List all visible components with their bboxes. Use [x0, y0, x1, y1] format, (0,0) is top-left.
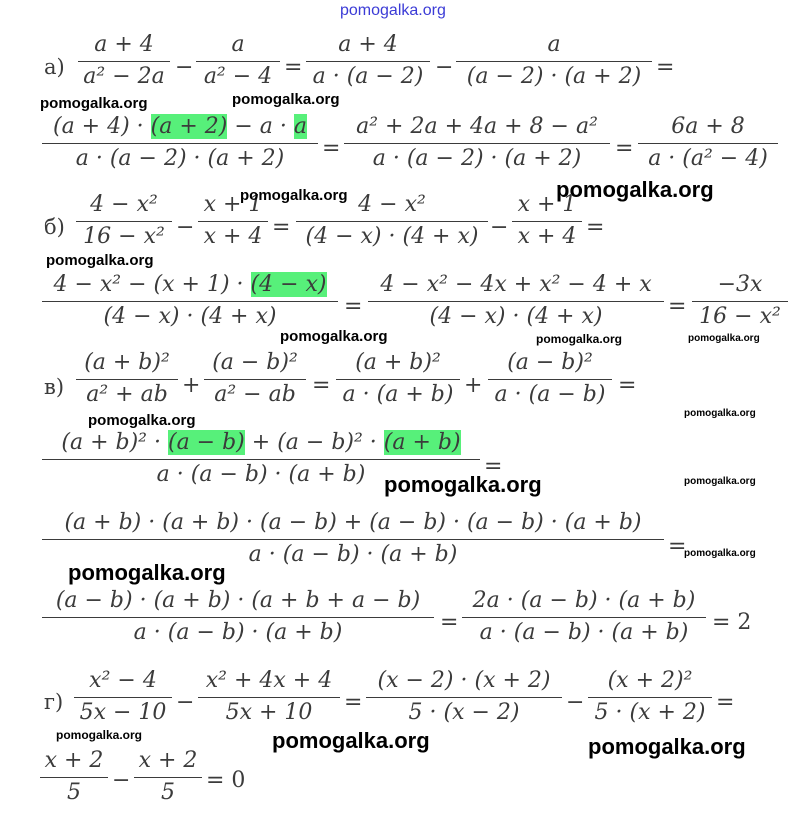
watermark: pomogalka.org — [536, 332, 623, 346]
numerator: a + 4 — [338, 32, 398, 57]
watermark: pomogalka.org — [46, 252, 154, 269]
fraction-a5 — [42, 114, 318, 172]
fraction-bar — [204, 379, 306, 380]
numerator-part: (a + 4) · — [52, 114, 151, 139]
equals-sign: = — [344, 690, 363, 715]
watermark: pomogalka.org — [88, 412, 196, 429]
equals-sign: = — [440, 610, 459, 635]
fraction-b7 — [692, 272, 788, 330]
fraction-bar — [198, 221, 268, 222]
denominator: x + 4 — [517, 224, 577, 250]
denominator: (4 − x) · (4 + x) — [103, 304, 277, 330]
numerator: (x − 2) · (x + 2) — [377, 668, 551, 693]
fraction-a2 — [196, 32, 280, 90]
denominator: 5 — [67, 780, 81, 806]
fraction-bar — [78, 61, 170, 62]
watermark-top: pomogalka.org — [340, 2, 446, 19]
minus-sign: − — [176, 215, 195, 240]
fraction-b5 — [42, 272, 338, 330]
numerator: x + 1 — [517, 192, 577, 217]
numerator-part: (a + b)² · — [61, 430, 168, 455]
fraction-a1 — [78, 32, 170, 90]
fraction-bar — [368, 301, 664, 302]
minus-sign: − — [435, 55, 454, 80]
fraction-g4 — [588, 668, 712, 726]
fraction-a6 — [344, 114, 610, 172]
plus-sign: + — [182, 373, 201, 398]
numerator — [42, 114, 318, 140]
fraction-g3 — [366, 668, 562, 726]
fraction-g1 — [74, 668, 172, 726]
numerator: x² + 4x + 4 — [205, 668, 333, 693]
fraction-bar — [638, 143, 778, 144]
numerator: (a − b)² — [212, 350, 298, 375]
numerator: (x + 2)² — [607, 668, 693, 693]
watermark: pomogalka.org — [684, 476, 756, 487]
fraction-bar — [588, 697, 712, 698]
task-label-v: в) — [44, 375, 65, 399]
result: = 0 — [206, 768, 246, 793]
fraction-bar — [76, 379, 178, 380]
equals-sign: = — [322, 136, 341, 161]
fraction-bar — [366, 697, 562, 698]
numerator: x + 2 — [44, 748, 104, 773]
denominator: (4 − x) · (4 + x) — [305, 224, 479, 250]
numerator-part: + (a − b)² · — [244, 430, 384, 455]
equals-sign: = — [618, 373, 637, 398]
numerator: x + 1 — [203, 192, 263, 217]
watermark: pomogalka.org — [40, 95, 148, 112]
denominator: (4 − x) · (4 + x) — [429, 304, 603, 330]
highlighted-factor: (a + 2) — [150, 114, 228, 139]
fraction-a3 — [306, 32, 430, 90]
denominator: (a − 2) · (a + 2) — [466, 64, 642, 90]
highlighted-factor: (4 − x) — [250, 272, 327, 297]
task-label-a: а) — [44, 55, 65, 79]
denominator: a · (a − b) — [494, 382, 606, 408]
plus-sign: + — [464, 373, 483, 398]
fraction-b6 — [368, 272, 664, 330]
denominator: a · (a − b) · (a + b) — [479, 620, 689, 646]
fraction-a4 — [456, 32, 652, 90]
watermark: pomogalka.org — [684, 548, 756, 559]
equals-sign: = — [716, 690, 735, 715]
fraction-bar — [42, 301, 338, 302]
fraction-b4 — [512, 192, 582, 250]
numerator — [42, 430, 480, 456]
watermark: pomogalka.org — [68, 560, 226, 585]
equals-sign: = — [668, 534, 687, 559]
numerator-part: − a · — [227, 114, 294, 139]
fraction-bar — [306, 61, 430, 62]
fraction-v4 — [488, 350, 612, 408]
watermark: pomogalka.org — [240, 187, 348, 204]
highlighted-factor: (a − b) — [167, 430, 245, 455]
denominator: a · (a − b) · (a + b) — [248, 542, 458, 568]
denominator: 5 — [161, 780, 175, 806]
result: = 2 — [712, 610, 752, 635]
denominator: 16 − x² — [699, 304, 781, 330]
minus-sign: − — [112, 768, 131, 793]
highlighted-factor: (a + b) — [383, 430, 461, 455]
fraction-v3 — [336, 350, 460, 408]
numerator: 4 − x² − 4x + x² − 4 + x — [380, 272, 652, 297]
denominator: a · (a² − 4) — [648, 146, 768, 172]
watermark: pomogalka.org — [56, 728, 143, 742]
denominator: a · (a − 2) · (a + 2) — [372, 146, 582, 172]
numerator: (a − b)² — [507, 350, 593, 375]
watermark: pomogalka.org — [684, 408, 756, 419]
fraction-v2 — [204, 350, 306, 408]
fraction-bar — [42, 143, 318, 144]
equals-sign: = — [586, 215, 605, 240]
denominator: a² − 2a — [83, 64, 165, 90]
watermark: pomogalka.org — [280, 328, 388, 345]
fraction-bar — [462, 617, 706, 618]
numerator: x² − 4 — [89, 668, 157, 693]
fraction-bar — [456, 61, 652, 62]
denominator: 5x + 10 — [225, 700, 313, 726]
denominator: a · (a − b) · (a + b) — [133, 620, 343, 646]
denominator: 5 · (x + 2) — [594, 700, 706, 726]
numerator: (a + b)² — [84, 350, 170, 375]
watermark: pomogalka.org — [588, 734, 746, 759]
fraction-bar — [344, 143, 610, 144]
numerator: (a − b) · (a + b) · (a + b + a − b) — [55, 588, 421, 613]
numerator — [42, 272, 338, 298]
highlighted-factor: a — [293, 114, 308, 139]
watermark: pomogalka.org — [232, 91, 340, 108]
numerator: a + 4 — [94, 32, 154, 57]
fraction-a7 — [638, 114, 778, 172]
fraction-bar — [196, 61, 280, 62]
fraction-v1 — [76, 350, 178, 408]
fraction-bar — [40, 777, 108, 778]
numerator-part: 4 − x² − (x + 1) · — [53, 272, 251, 297]
minus-sign: − — [566, 690, 585, 715]
fraction-bar — [42, 459, 480, 460]
fraction-g5 — [40, 748, 108, 806]
fraction-bar — [512, 221, 582, 222]
numerator: 4 − x² — [358, 192, 426, 217]
fraction-bar — [134, 777, 202, 778]
denominator: 16 − x² — [83, 224, 165, 250]
fraction-bar — [692, 301, 788, 302]
fraction-bar — [42, 539, 664, 540]
fraction-g6 — [134, 748, 202, 806]
denominator: a · (a − b) · (a + b) — [156, 462, 366, 488]
fraction-bar — [488, 379, 612, 380]
minus-sign: − — [176, 690, 195, 715]
numerator: 6a + 8 — [671, 114, 745, 139]
numerator: x + 2 — [138, 748, 198, 773]
fraction-bar — [296, 221, 488, 222]
equals-sign: = — [615, 136, 634, 161]
denominator: a · (a + b) — [342, 382, 454, 408]
watermark: pomogalka.org — [384, 472, 542, 497]
denominator: a² − 4 — [203, 64, 273, 90]
numerator: 2a · (a − b) · (a + b) — [472, 588, 696, 613]
fraction-bar — [336, 379, 460, 380]
numerator: 4 − x² — [90, 192, 158, 217]
denominator: a · (a − 2) · (a + 2) — [75, 146, 285, 172]
equals-sign: = — [484, 454, 503, 479]
fraction-g2 — [198, 668, 340, 726]
denominator: a² − ab — [214, 382, 296, 408]
equals-sign: = — [668, 294, 687, 319]
denominator: 5x − 10 — [79, 700, 167, 726]
task-label-b: б) — [44, 215, 65, 239]
fraction-bar — [74, 697, 172, 698]
fraction-bar — [42, 617, 434, 618]
minus-sign: − — [490, 215, 509, 240]
numerator: a² + 2a + 4a + 8 − a² — [356, 114, 598, 139]
equals-sign: = — [344, 294, 363, 319]
numerator: (a + b)² — [355, 350, 441, 375]
equals-sign: = — [656, 55, 675, 80]
denominator: a² + ab — [86, 382, 168, 408]
numerator: (a + b) · (a + b) · (a − b) + (a − b) · (a − b) · (a + b) — [64, 510, 642, 535]
watermark: pomogalka.org — [556, 177, 714, 202]
fraction-bar — [198, 697, 340, 698]
denominator: 5 · (x − 2) — [408, 700, 520, 726]
watermark: pomogalka.org — [272, 728, 430, 753]
minus-sign: − — [175, 55, 194, 80]
equals-sign: = — [284, 55, 303, 80]
numerator: a — [547, 32, 561, 57]
denominator: a · (a − 2) — [312, 64, 424, 90]
watermark: pomogalka.org — [688, 333, 760, 344]
numerator: a — [231, 32, 245, 57]
equals-sign: = — [272, 215, 291, 240]
fraction-b3 — [296, 192, 488, 250]
fraction-b1 — [76, 192, 172, 250]
numerator: −3x — [717, 272, 763, 297]
task-label-g: г) — [44, 690, 64, 714]
denominator: x + 4 — [203, 224, 263, 250]
equals-sign: = — [312, 373, 331, 398]
fraction-bar — [76, 221, 172, 222]
fraction-v8 — [462, 588, 706, 646]
fraction-v7 — [42, 588, 434, 646]
